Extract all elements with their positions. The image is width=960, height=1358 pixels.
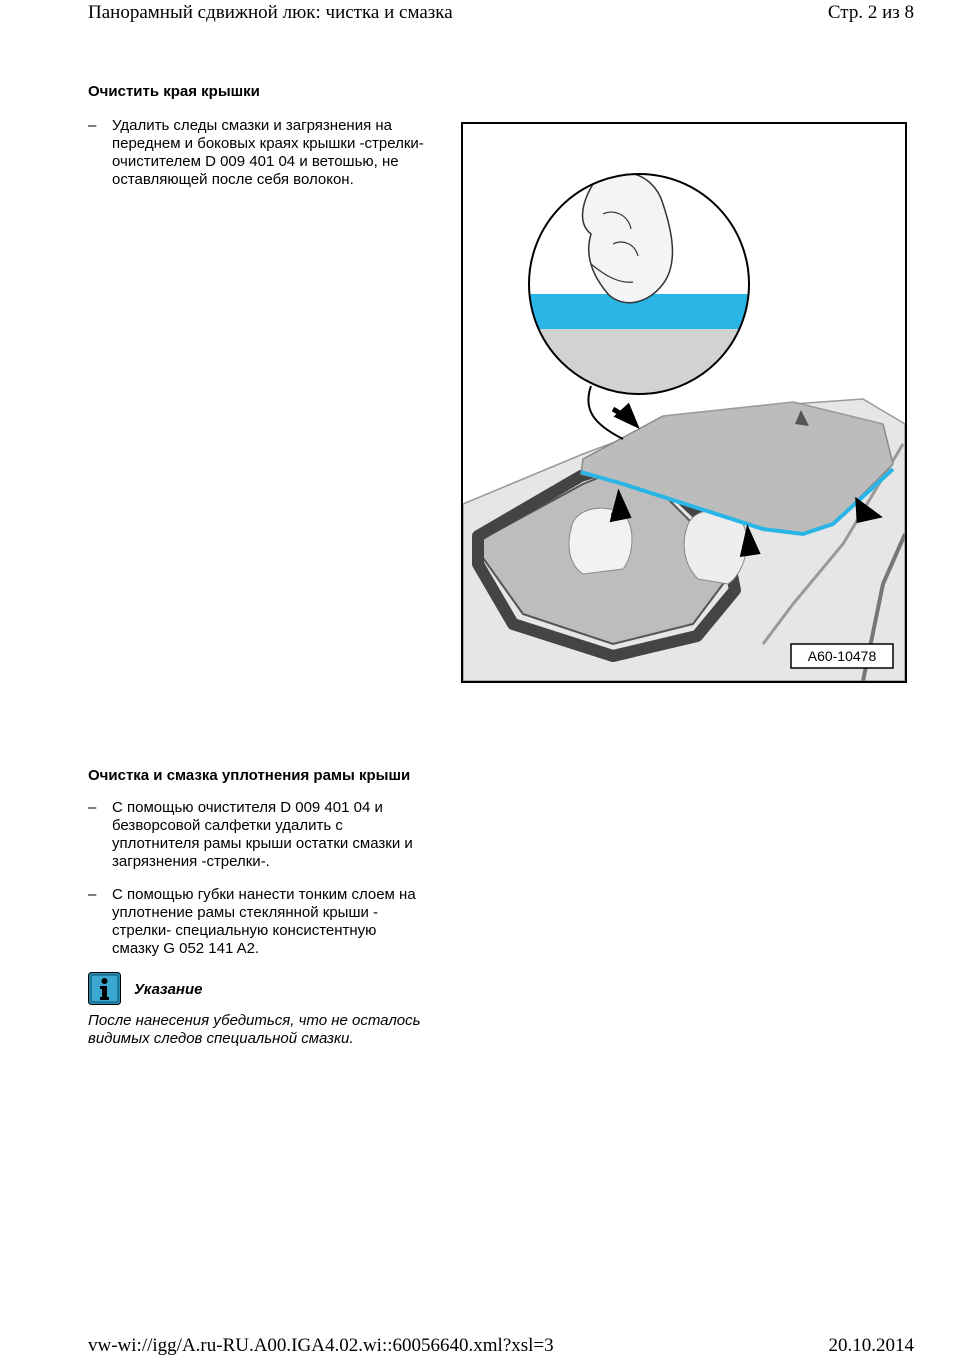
text-line: видимых следов специальной смазки. — [88, 1030, 354, 1047]
text-line: После нанесения убедиться, что не осталось — [88, 1012, 421, 1029]
document-date: 20.10.2014 — [828, 1335, 914, 1356]
sunroof-illustration — [461, 122, 907, 683]
instruction-text — [112, 886, 416, 958]
text-line: безворсовой салфетки удалить с — [112, 817, 343, 834]
arrow-icon — [613, 407, 635, 424]
figure-label: A60-10478 — [807, 648, 877, 664]
note-text — [88, 1012, 421, 1048]
instruction-item — [88, 117, 424, 189]
text-line: загрязнения -стрелки-. — [112, 853, 270, 870]
document-title: Панорамный сдвижной люк: чистка и смазка — [88, 2, 453, 23]
list-dash: – — [88, 799, 97, 816]
info-icon — [88, 972, 121, 1005]
sunroof-drawing — [463, 124, 905, 681]
instruction-text — [112, 799, 413, 871]
page-number: Стр. 2 из 8 — [827, 2, 914, 23]
text-line: оставляющей после себя волокон. — [112, 171, 354, 188]
text-line: С помощью очистителя D 009 401 04 и — [112, 799, 383, 816]
section-title-seal-lubrication: Очистка и смазка уплотнения рамы крыши — [88, 767, 411, 784]
list-dash: – — [88, 886, 97, 903]
instruction-text — [112, 117, 424, 189]
text-line: очистителем D 009 401 04 и ветошью, не — [112, 153, 399, 170]
text-line: С помощью губки нанести тонким слоем на — [112, 886, 416, 903]
section-title-clean-edges: Очистить края крышки — [88, 83, 260, 100]
text-line: уплотнение рамы стеклянной крыши - — [112, 904, 379, 921]
text-line: стрелки- специальную консистентную — [112, 922, 377, 939]
text-line: переднем и боковых краях крышки -стрелки- — [112, 135, 424, 152]
list-dash: – — [88, 117, 97, 134]
text-line: Удалить следы смазки и загрязнения на — [112, 117, 392, 134]
instruction-item — [88, 886, 416, 958]
instruction-item — [88, 799, 413, 871]
note-title: Указание — [134, 981, 203, 998]
document-url: vw-wi://igg/A.ru-RU.A00.IGA4.02.wi::60056640.xml?xsl=3 — [88, 1335, 554, 1356]
text-line: смазку G 052 141 A2. — [112, 940, 260, 957]
text-line: уплотнителя рамы крыши остатки смазки и — [112, 835, 413, 852]
